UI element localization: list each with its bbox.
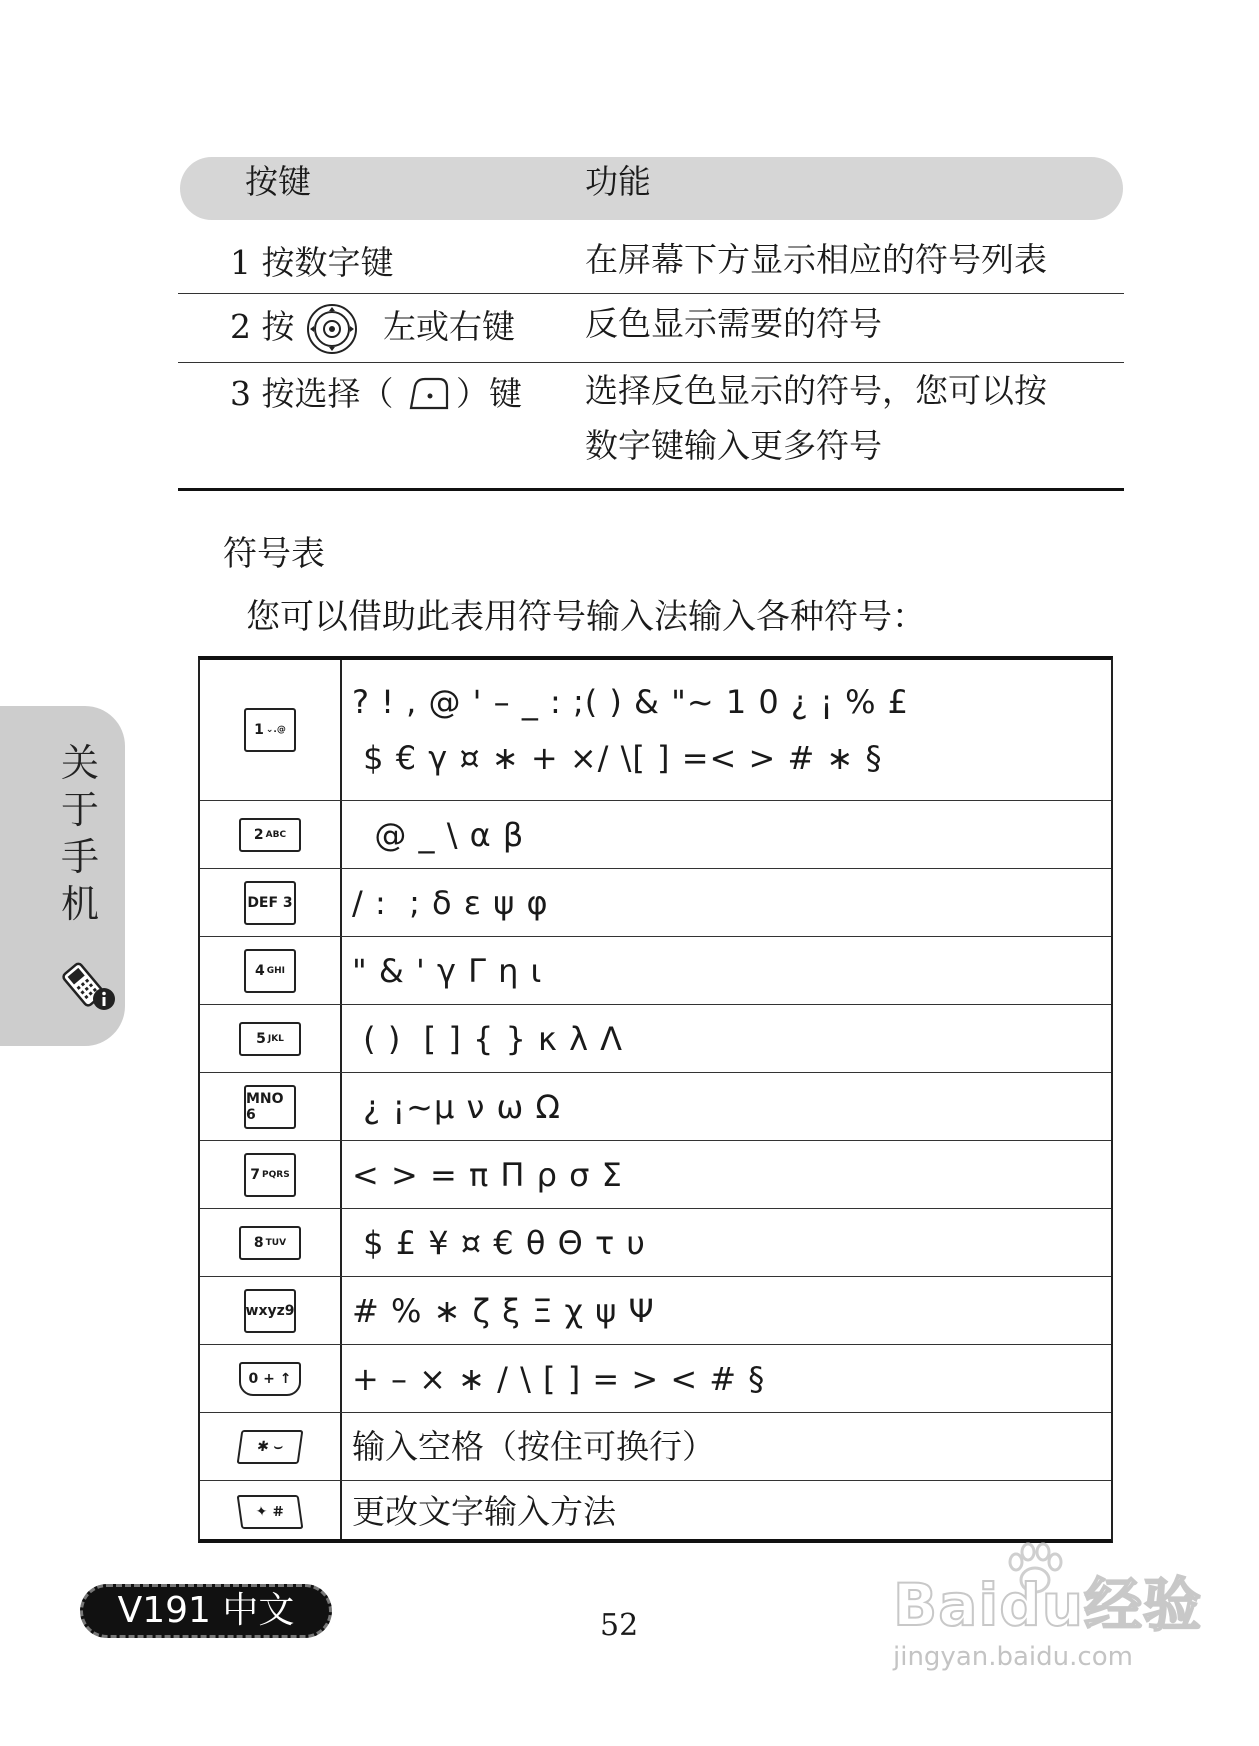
key-star-icon <box>237 1430 304 1464</box>
symbol-row <box>200 801 1111 869</box>
model-badge: V191 中文 <box>80 1584 332 1638</box>
header-function: 功能 <box>585 162 651 201</box>
key-0-icon <box>239 1362 301 1396</box>
symbol-line: ? ! , @ ' – _ : ;( ) & "~ 1 0 ¿ ¡ % £ <box>352 683 910 721</box>
row2-function: 反色显示需要的符号 <box>585 304 882 343</box>
key-8-icon <box>239 1226 301 1260</box>
symbol-row <box>200 1073 1111 1141</box>
watermark-url: jingyan.baidu.com <box>893 1642 1133 1672</box>
symbol-row <box>200 1345 1111 1413</box>
key-sublabel: TUV <box>265 1237 287 1248</box>
row1-function: 在屏幕下方显示相应的符号列表 <box>585 240 1047 279</box>
key-label: 4 <box>254 962 265 979</box>
key-3-icon <box>244 881 296 925</box>
symbol-line: ( ) [ ] { } κ λ Λ <box>352 1019 624 1058</box>
key-1-icon <box>244 708 296 752</box>
symbol-row <box>200 1481 1111 1543</box>
row3-key-prefix: 3 按选择（ <box>230 374 394 413</box>
symbol-row <box>200 1141 1111 1209</box>
row2-key-prefix: 2 按 <box>230 307 295 346</box>
row2-key-suffix: 左或右键 <box>383 307 515 346</box>
key-5-icon <box>239 1022 301 1056</box>
row3-key-suffix: ）键 <box>456 374 522 413</box>
row3-function-line1: 选择反色显示的符号，您可以按 <box>585 371 1047 410</box>
symbol-line: # % ∗ ζ ξ Ξ χ ψ Ψ <box>352 1291 655 1330</box>
header-key: 按键 <box>245 162 311 201</box>
key-label: 5 <box>256 1030 266 1047</box>
key-label: MNO 6 <box>246 1090 284 1123</box>
watermark-logo: Baidu经验 <box>893 1571 1203 1639</box>
key-label: ✦ # <box>254 1504 286 1520</box>
symbol-line: $ £ ¥ ¤ € θ Θ τ υ <box>352 1223 646 1262</box>
key-sublabel: GHI <box>266 965 286 976</box>
symbol-line: + – × ∗ / \ [ ] = > < # § <box>352 1359 766 1398</box>
side-tab-label: 关于手机 <box>60 741 99 926</box>
key-sublabel: ABC <box>265 829 287 840</box>
symbol-line: " & ' γ Γ η ι <box>352 951 543 990</box>
key-7-icon <box>244 1153 296 1197</box>
section-title: 符号表 <box>223 534 325 574</box>
symbol-row <box>200 660 1111 801</box>
symbol-row <box>200 937 1111 1005</box>
key-sublabel: ⌄.@ <box>265 725 286 735</box>
key-4-icon <box>244 949 296 993</box>
row3-function-line2: 数字键输入更多符号 <box>585 426 882 465</box>
symbol-line: @ _ \ α β <box>352 815 525 854</box>
table-header-bar <box>180 157 1123 220</box>
key-label: 2 <box>253 826 264 843</box>
page-number: 52 <box>600 1608 639 1643</box>
symbol-line: < > = π Π ρ σ Σ <box>352 1155 623 1194</box>
key-label: 7 <box>250 1166 261 1183</box>
phone-info-icon <box>58 958 122 1014</box>
key-hash-icon <box>237 1495 304 1529</box>
symbol-line: $ € γ ¤ ∗ + ×/ \[ ] =< > # ∗ § <box>352 739 883 777</box>
key-label: 1 <box>254 722 264 738</box>
symbol-line: / : ; δ ε ψ φ <box>352 883 549 922</box>
table-bottom-rule <box>178 488 1124 491</box>
key-label: wxyz9 <box>245 1302 295 1319</box>
row-divider <box>178 293 1124 294</box>
key-label: ✱ ⌣ <box>255 1438 285 1455</box>
key-label: DEF 3 <box>247 894 293 911</box>
symbol-table <box>198 656 1113 1543</box>
symbol-row <box>200 1005 1111 1073</box>
key-2-icon <box>239 818 301 852</box>
symbol-line: 更改文字输入方法 <box>352 1492 616 1531</box>
symbol-row <box>200 1413 1111 1481</box>
key-sublabel: PQRS <box>262 1169 290 1180</box>
symbol-row <box>200 1209 1111 1277</box>
key-label: 8 <box>253 1234 264 1251</box>
key-label: 0 + ↑ <box>248 1370 292 1387</box>
symbol-line: 输入空格（按住可换行） <box>352 1426 715 1466</box>
key-sublabel: JKL <box>267 1033 284 1044</box>
select-softkey-icon <box>407 376 451 412</box>
symbol-row <box>200 1277 1111 1345</box>
symbol-row <box>200 869 1111 937</box>
section-intro: 您可以借助此表用符号输入法输入各种符号： <box>246 597 926 637</box>
key-9-icon <box>244 1289 296 1333</box>
row-divider <box>178 362 1124 363</box>
key-6-icon <box>244 1085 296 1129</box>
nav-key-icon <box>305 302 359 356</box>
row1-key: 1 按数字键 <box>230 243 394 282</box>
symbol-line: ¿ ¡~μ ν ω Ω <box>352 1087 561 1126</box>
